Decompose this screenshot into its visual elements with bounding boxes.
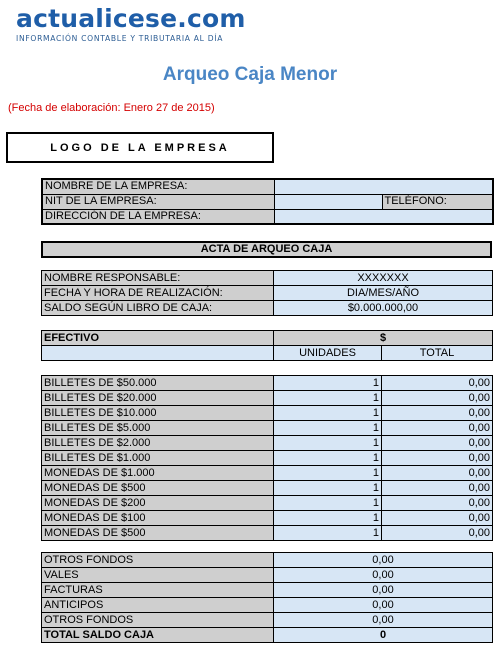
logo-placeholder-label: LOGO DE LA EMPRESA [50,141,230,154]
brand-logo [16,4,246,43]
denomination-label: BILLETES DE $2.000 [42,436,274,451]
otros-label: VALES [42,568,274,583]
denomination-units[interactable]: 1 [274,496,382,511]
total-column-header: TOTAL [382,346,493,361]
otros-row [42,568,493,583]
responsable-name-label: NOMBRE RESPONSABLE: [42,271,274,286]
company-address-field[interactable] [274,209,493,224]
efectivo-row [42,331,493,346]
brand-name: actualicese.com [16,4,246,33]
brand-tagline: INFORMACIÓN CONTABLE Y TRIBUTARIA AL DÍA [16,34,224,43]
denomination-label: MONEDAS DE $100 [42,511,274,526]
otros-row [42,553,493,568]
saldo-libro-label: SALDO SEGÚN LIBRO DE CAJA: [42,301,274,316]
denomination-total: 0,00 [382,436,493,451]
denomination-total: 0,00 [382,496,493,511]
denomination-units[interactable]: 1 [274,406,382,421]
company-phone-label: TELÉFONO: [382,194,493,209]
denomination-units[interactable]: 1 [274,421,382,436]
otros-value[interactable]: 0,00 [274,583,493,598]
denomination-row [42,391,493,406]
denomination-label: MONEDAS DE $500 [42,526,274,541]
denomination-total: 0,00 [382,391,493,406]
efectivo-header-table [41,330,493,361]
otros-table [41,552,493,643]
elaboration-date: (Fecha de elaboración: Enero 27 de 2015) [8,102,215,114]
denomination-row [42,526,493,541]
efectivo-label: EFECTIVO [42,331,274,346]
fecha-hora-value[interactable]: DIA/MES/AÑO [274,286,493,301]
otros-value[interactable]: 0,00 [274,613,493,628]
denomination-total: 0,00 [382,451,493,466]
company-name-row [42,179,493,194]
company-nit-field[interactable] [274,194,382,209]
otros-row [42,613,493,628]
denomination-label: MONEDAS DE $500 [42,481,274,496]
units-column-header: UNIDADES [274,346,382,361]
total-saldo-value: 0 [274,628,493,643]
denomination-total: 0,00 [382,376,493,391]
denomination-row [42,406,493,421]
denomination-label: BILLETES DE $1.000 [42,451,274,466]
denomination-total: 0,00 [382,406,493,421]
denomination-label: MONEDAS DE $200 [42,496,274,511]
denomination-label: BILLETES DE $50.000 [42,376,274,391]
denomination-row [42,496,493,511]
otros-label: OTROS FONDOS [42,553,274,568]
responsable-name-value[interactable]: XXXXXXX [274,271,493,286]
otros-row [42,583,493,598]
denomination-row [42,376,493,391]
denomination-units[interactable]: 1 [274,391,382,406]
denomination-label: BILLETES DE $10.000 [42,406,274,421]
denomination-label: BILLETES DE $20.000 [42,391,274,406]
otros-value[interactable]: 0,00 [274,553,493,568]
denomination-row [42,436,493,451]
denomination-row [42,511,493,526]
otros-value[interactable]: 0,00 [274,598,493,613]
denomination-units[interactable]: 1 [274,376,382,391]
efectivo-currency: $ [274,331,493,346]
denomination-units[interactable]: 1 [274,511,382,526]
denomination-total: 0,00 [382,421,493,436]
company-address-row [42,209,493,224]
responsable-table [41,270,493,316]
responsable-row [42,271,493,286]
denomination-label: MONEDAS DE $1.000 [42,466,274,481]
denomination-units[interactable]: 1 [274,481,382,496]
denomination-units[interactable]: 1 [274,466,382,481]
saldo-libro-row [42,301,493,316]
denomination-total: 0,00 [382,481,493,496]
company-name-field[interactable] [274,179,493,194]
total-saldo-label: TOTAL SALDO CAJA [42,628,274,643]
otros-label: FACTURAS [42,583,274,598]
denomination-label: BILLETES DE $5.000 [42,421,274,436]
denomination-row [42,466,493,481]
saldo-libro-value[interactable]: $0.000.000,00 [274,301,493,316]
fecha-hora-row [42,286,493,301]
company-logo-placeholder [6,132,274,163]
company-address-label: DIRECCIÓN DE LA EMPRESA: [42,209,274,224]
denomination-total: 0,00 [382,526,493,541]
denomination-row [42,451,493,466]
denomination-total: 0,00 [382,466,493,481]
denomination-units[interactable]: 1 [274,526,382,541]
denomination-total: 0,00 [382,511,493,526]
company-nit-label: NIT DE LA EMPRESA: [42,194,274,209]
denomination-units[interactable]: 1 [274,451,382,466]
denomination-row [42,421,493,436]
denominations-table [41,375,493,541]
company-nit-row [42,194,493,209]
denomination-units[interactable]: 1 [274,436,382,451]
fecha-hora-label: FECHA Y HORA DE REALIZACIÓN: [42,286,274,301]
otros-value[interactable]: 0,00 [274,568,493,583]
denomination-row [42,481,493,496]
company-info-table [41,178,494,225]
total-saldo-row [42,628,493,643]
efectivo-columns-row [42,346,493,361]
otros-label: ANTICIPOS [42,598,274,613]
otros-row [42,598,493,613]
efectivo-blank-cell [42,346,274,361]
otros-label: OTROS FONDOS [42,613,274,628]
company-name-label: NOMBRE DE LA EMPRESA: [42,179,274,194]
acta-header: ACTA DE ARQUEO CAJA [41,241,492,258]
document-title: Arqueo Caja Menor [162,64,338,85]
